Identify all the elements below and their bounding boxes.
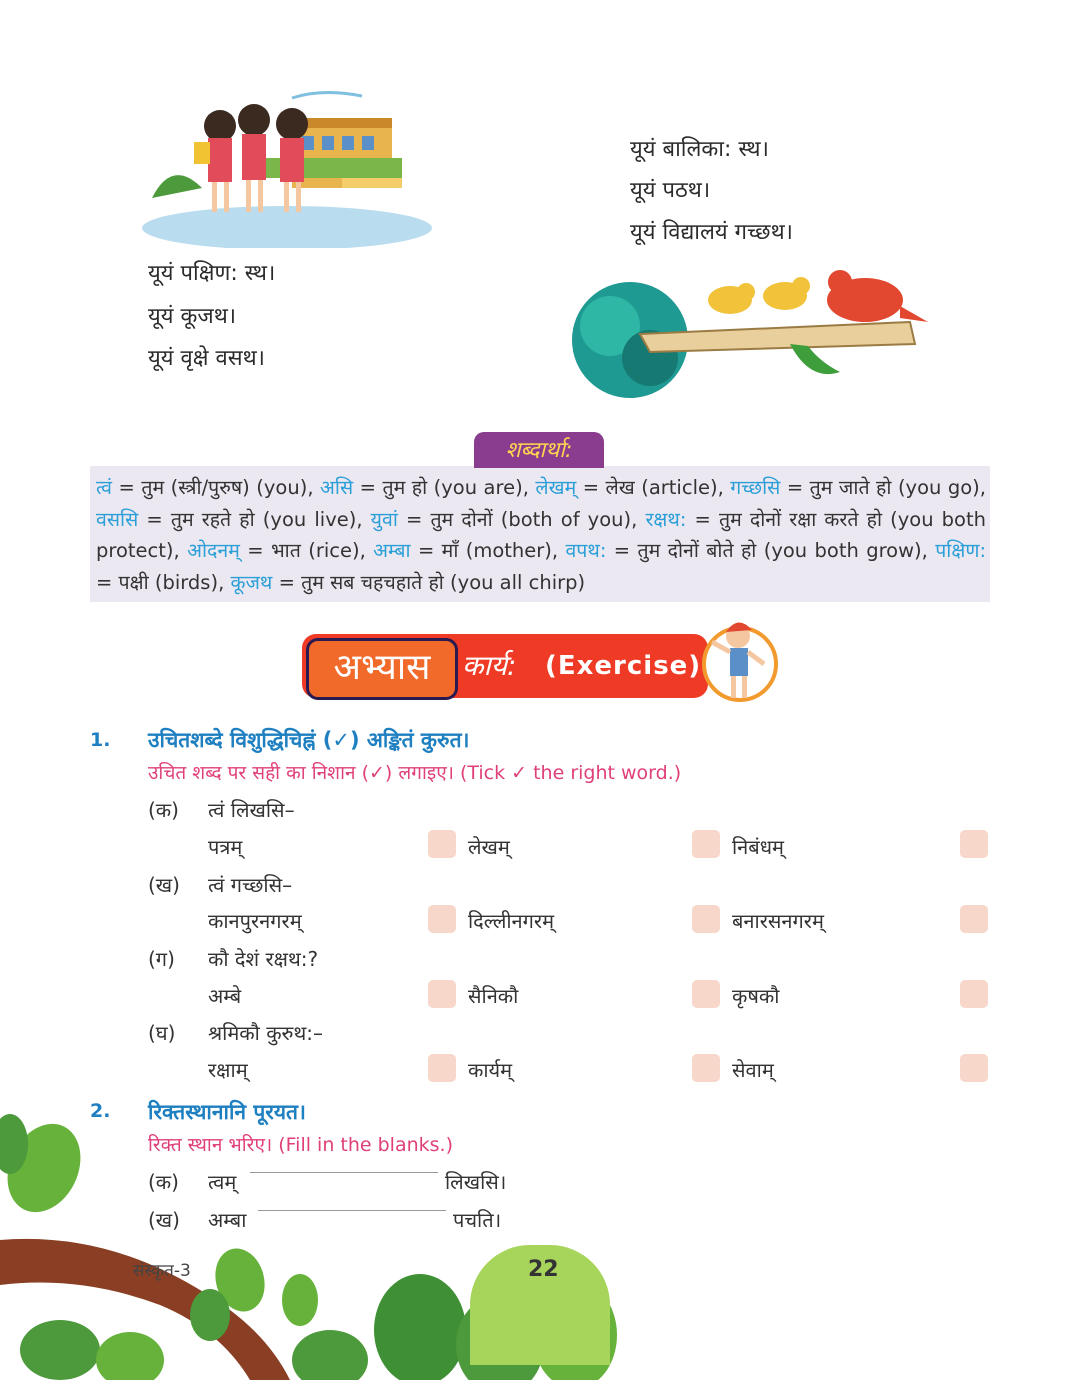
girl-mascot-illustration xyxy=(700,612,780,712)
q1-checkbox[interactable] xyxy=(428,830,456,858)
top-left-line-1: यूयं पक्षिण: स्थ। xyxy=(148,261,276,286)
birds-branch-illustration xyxy=(570,262,930,408)
page-number: 22 xyxy=(528,1257,559,1282)
glossary-meaning: = तुम जाते हो (you go), xyxy=(780,476,986,499)
glossary-title: शब्दार्था: xyxy=(474,432,604,468)
q1-item-prompt: कौ देशं रक्षथ:? xyxy=(208,947,319,971)
glossary-term: गच्छसि xyxy=(730,476,781,499)
glossary-term: वससि xyxy=(96,507,139,531)
q1-item-label: (ग) xyxy=(148,947,175,971)
q1-option: रक्षाम् xyxy=(208,1058,248,1082)
glossary-meaning: = तुम दोनों (both of you), xyxy=(397,507,646,531)
q1-option: कार्यम् xyxy=(468,1058,513,1082)
q1-item-label: (घ) xyxy=(148,1021,176,1045)
glossary-meaning: = भात (rice), xyxy=(239,539,374,562)
q2-item-label: (क) xyxy=(148,1170,179,1194)
q1-checkbox[interactable] xyxy=(428,905,456,933)
glossary-term: लेखम् xyxy=(535,476,577,499)
glossary-term: ओदनम् xyxy=(187,539,240,562)
q1-item-prompt: त्वं गच्छसि– xyxy=(208,873,293,897)
q1-number: 1. xyxy=(90,729,111,751)
glossary-meaning: = तुम (स्त्री/पुरुष) (you), xyxy=(112,476,321,499)
q1-checkbox[interactable] xyxy=(428,1054,456,1082)
q2-title: रिक्तस्थानानि पूरयत। xyxy=(148,1100,306,1124)
q2-item-before: त्वम् xyxy=(208,1170,237,1194)
q2-item-before: अम्बा xyxy=(208,1208,247,1232)
q1-option: सैनिकौ xyxy=(468,984,519,1008)
top-right-line-1: यूयं बालिका: स्थ। xyxy=(630,137,769,162)
q1-title: उचितशब्दे विशुद्धिचिह्नं (✓) अङ्कितं कुरुत। xyxy=(148,728,470,752)
q1-checkbox[interactable] xyxy=(428,980,456,1008)
glossary-meaning: = तुम सब चहचहाते हो (you all chirp) xyxy=(272,570,586,594)
glossary-text xyxy=(96,472,986,598)
q1-option: निबंधम् xyxy=(732,835,784,859)
q2-number: 2. xyxy=(90,1100,111,1122)
glossary-meaning: = तुम दोनों बोते हो (you both grow), xyxy=(606,539,936,562)
glossary-term: कूजथ xyxy=(230,570,273,594)
q1-checkbox[interactable] xyxy=(960,905,988,933)
exercise-banner-left: अभ्यास xyxy=(306,638,458,700)
q1-checkbox[interactable] xyxy=(960,830,988,858)
q1-checkbox[interactable] xyxy=(692,905,720,933)
q1-option: कानपुरनगरम् xyxy=(208,909,302,933)
q1-checkbox[interactable] xyxy=(692,1054,720,1082)
q1-item-label: (ख) xyxy=(148,873,180,897)
glossary-term: असि xyxy=(320,476,354,499)
q2-item-after: लिखसि। xyxy=(445,1170,507,1194)
girls-school-illustration xyxy=(142,88,432,248)
top-right-line-3: यूयं विद्यालयं गच्छथ। xyxy=(630,220,793,245)
q2-item-after: पचति। xyxy=(453,1208,502,1232)
glossary-meaning: = लेख (article), xyxy=(576,476,731,499)
q1-subtitle: उचित शब्द पर सही का निशान (✓) लगाइए। (Tick ✓ the right word.) xyxy=(148,762,682,784)
glossary-term: अम्बा xyxy=(373,539,411,562)
q1-checkbox[interactable] xyxy=(960,980,988,1008)
exercise-banner-english: (Exercise) xyxy=(545,651,702,681)
q1-option: लेखम् xyxy=(468,835,510,859)
top-left-line-3: यूयं वृक्षे वसथ। xyxy=(148,346,266,371)
q1-option: कृषकौ xyxy=(732,984,780,1008)
q1-checkbox[interactable] xyxy=(692,980,720,1008)
glossary-term: युवां xyxy=(370,507,398,531)
q2-subtitle: रिक्त स्थान भरिए। (Fill in the blanks.) xyxy=(148,1134,453,1156)
q2-item-label: (ख) xyxy=(148,1208,180,1232)
q1-option: अम्बे xyxy=(208,984,242,1008)
glossary-meaning: = तुम रहते हो (you live), xyxy=(138,507,371,531)
glossary-meaning: = पक्षी (birds), xyxy=(96,570,231,594)
q1-option: दिल्लीनगरम् xyxy=(468,909,555,933)
q1-item-prompt: श्रमिकौ कुरुथ:– xyxy=(208,1021,324,1045)
glossary-term: पक्षिण: xyxy=(935,539,987,562)
glossary-meaning: = तुम हो (you are), xyxy=(353,476,536,499)
top-right-line-2: यूयं पठथ। xyxy=(630,178,711,203)
q1-checkbox[interactable] xyxy=(692,830,720,858)
footer-book-title: संस्कृत-3 xyxy=(133,1261,191,1281)
q1-option: बनारसनगरम् xyxy=(732,909,824,933)
glossary-meaning: = तुम दोनों रक्षा करते हो (you both protect), xyxy=(96,507,986,562)
q1-option: सेवाम् xyxy=(732,1058,774,1082)
exercise-banner-middle: कार्य: xyxy=(462,649,517,682)
q1-item-label: (क) xyxy=(148,798,179,822)
q1-option: पत्रम् xyxy=(208,835,243,859)
glossary-term: त्वं xyxy=(96,476,113,499)
glossary-term: रक्षथ: xyxy=(645,507,687,531)
q1-checkbox[interactable] xyxy=(960,1054,988,1082)
top-left-line-2: यूयं कूजथ। xyxy=(148,304,237,329)
glossary-term: वपथ: xyxy=(565,539,607,562)
q1-item-prompt: त्वं लिखसि– xyxy=(208,798,295,822)
glossary-meaning: = माँ (mother), xyxy=(410,539,566,562)
